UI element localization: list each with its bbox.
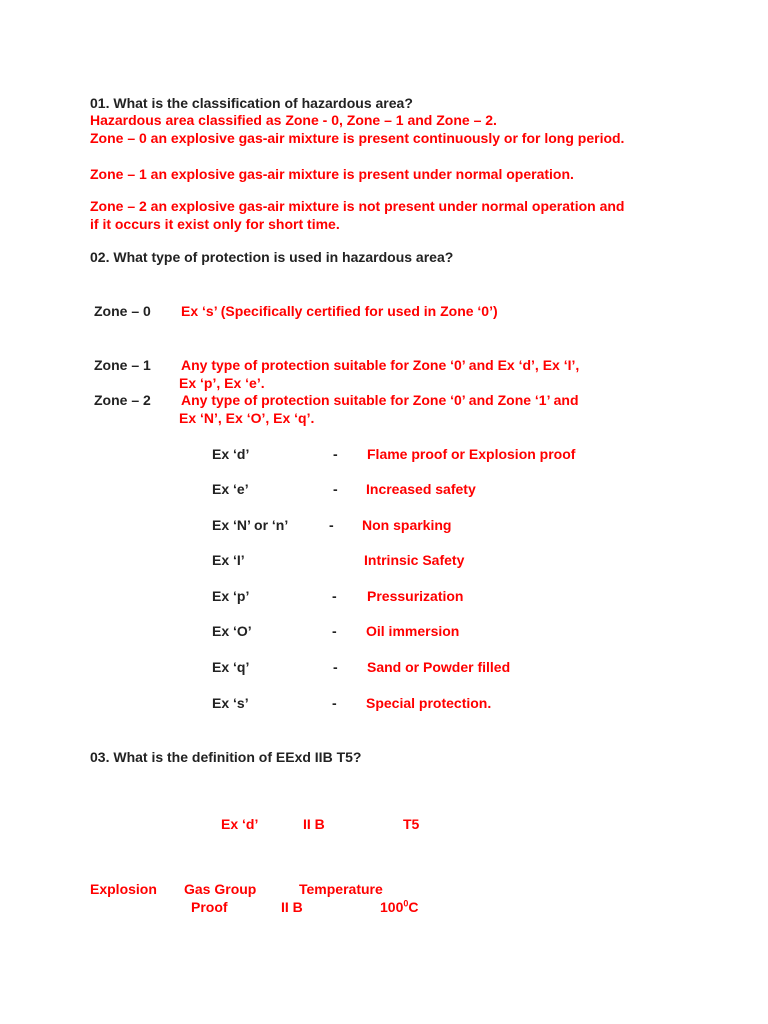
degree-superscript: 0 [403,898,409,909]
type-dash: - [332,623,337,639]
type-code: Ex ‘q’ [212,659,250,675]
type-code: Ex ‘p’ [212,588,250,604]
zone-1-protection-line-1: Any type of protection suitable for Zone ‘0’ and Ex ‘d’, Ex ‘I’, [181,357,580,373]
type-meaning: Flame proof or Explosion proof [367,446,576,462]
type-meaning: Oil immersion [366,623,460,639]
meaning-temperature-value [380,898,419,916]
question-3: 03. What is the definition of EExd IIB T5? [90,749,362,765]
zone-1-label: Zone – 1 [94,357,151,373]
zone-2-label: Zone – 2 [94,392,151,408]
temperature-number: 100 [380,899,404,915]
meaning-temperature: Temperature [299,881,383,897]
type-meaning: Special protection. [366,695,492,711]
code-ex-d: Ex ‘d’ [221,816,259,832]
question-2: 02. What type of protection is used in hazardous area? [90,249,454,265]
type-code: Ex ‘e’ [212,481,249,497]
meaning-gas-group: Gas Group [184,881,257,897]
zone-2-protection-line-1: Any type of protection suitable for Zone ‘0’ and Zone ‘1’ and [181,392,579,408]
zone-0-protection: Ex ‘s’ (Specifically certified for used in Zone ‘0’) [181,303,498,319]
type-dash: - [333,446,338,462]
answer-1-line-3: Zone – 1 an explosive gas-air mixture is present under normal operation. [90,166,574,182]
zone-0-label: Zone – 0 [94,303,151,319]
answer-1-line-2: Zone – 0 an explosive gas-air mixture is present continuously or for long period. [90,130,625,146]
answer-1-line-4: Zone – 2 an explosive gas-air mixture is not present under normal operation and [90,198,625,214]
temperature-unit: C [408,899,419,915]
type-code: Ex ‘N’ or ‘n’ [212,517,289,533]
type-code: Ex ‘d’ [212,446,250,462]
answer-1-line-1: Hazardous area classified as Zone - 0, Zone – 1 and Zone – 2. [90,112,497,128]
code-temperature: T5 [403,816,420,832]
type-dash: - [333,659,338,675]
meaning-explosion: Explosion [90,881,157,897]
code-gas-group: II B [303,816,325,832]
meaning-gas-group-value: II B [281,899,303,915]
type-dash: - [332,588,337,604]
type-meaning: Sand or Powder filled [367,659,511,675]
zone-1-protection-line-2: Ex ‘p’, Ex ‘e’. [179,375,265,391]
type-dash: - [329,517,334,533]
question-1: 01. What is the classification of hazardous area? [90,95,413,111]
type-meaning: Pressurization [367,588,464,604]
meaning-proof: Proof [191,899,228,915]
type-code: Ex ‘s’ [212,695,249,711]
type-meaning: Non sparking [362,517,452,533]
type-code: Ex ‘O’ [212,623,252,639]
type-dash: - [332,695,337,711]
answer-1-line-5: if it occurs it exist only for short time. [90,216,340,232]
zone-2-protection-line-2: Ex ‘N’, Ex ‘O’, Ex ‘q’. [179,410,315,426]
type-dash: - [333,481,338,497]
type-meaning: Increased safety [366,481,476,497]
type-meaning: Intrinsic Safety [364,552,465,568]
type-code: Ex ‘I’ [212,552,245,568]
